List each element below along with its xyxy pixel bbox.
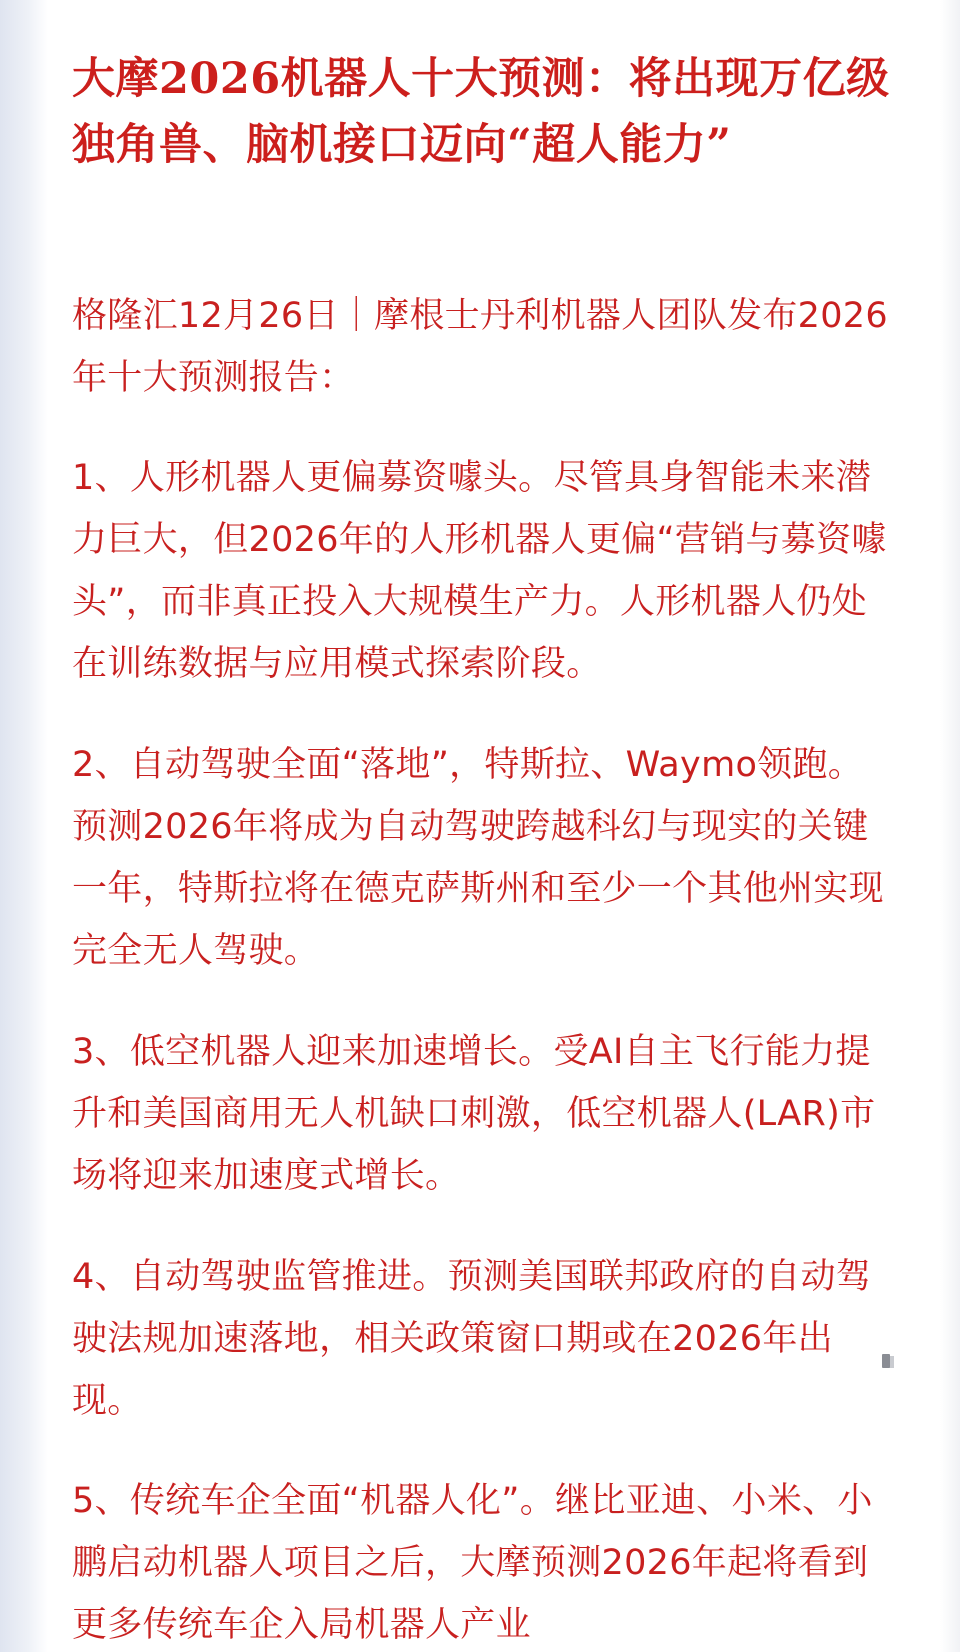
scroll-marker[interactable] — [882, 1354, 890, 1368]
prediction-paragraph-3: 3、低空机器人迎来加速增长。受AI自主飞行能力提升和美国商用无人机缺口刺激，低空机器人(LAR)市场将迎来加速度式增长。 — [72, 1032, 876, 1196]
article-lead: 格隆汇12月26日｜摩根士丹利机器人团队发布2026年十大预测报告： — [72, 296, 888, 398]
prediction-paragraph-1: 1、人形机器人更偏募资噱头。尽管具身智能未来潜力巨大，但2026年的人形机器人更偏“营销与募资噱头”，而非真正投入大规模生产力。人形机器人仍处在训练数据与应用模式探索阶段。 — [72, 458, 887, 684]
article-title: 大摩2026机器人十大预测：将出现万亿级独角兽、脑机接口迈向“超人能力” — [72, 54, 890, 170]
prediction-paragraph-4: 4、自动驾驶监管推进。预测美国联邦政府的自动驾驶法规加速落地，相关政策窗口期或在2026年出现。 — [72, 1257, 872, 1421]
article-content[interactable] — [60, 0, 940, 1652]
prediction-paragraph-2: 2、自动驾驶全面“落地”，特斯拉、Waymo领跑。预测2026年将成为自动驾驶跨越科幻与现实的关键一年，特斯拉将在德克萨斯州和至少一个其他州实现完全无人驾驶。 — [72, 745, 884, 971]
prediction-paragraph-5: 5、传统车企全面“机器人化”。继比亚迪、小米、小鹏启动机器人项目之后，大摩预测2026年起将看到更多传统车企入局机器人产业 — [72, 1481, 873, 1645]
